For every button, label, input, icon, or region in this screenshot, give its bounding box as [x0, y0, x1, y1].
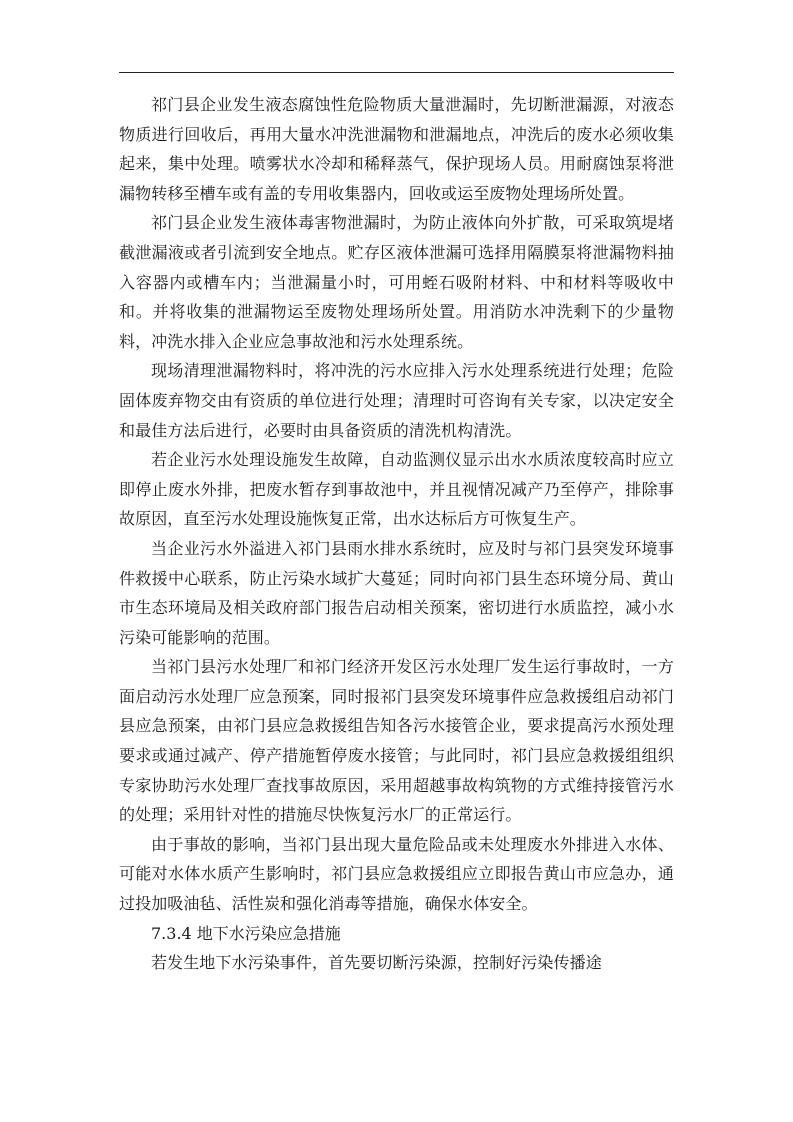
paragraph-corrosive-leak: 祁门县企业发生液态腐蚀性危险物质大量泄漏时，先切断泄漏源，对液态物质进行回收后，再用大量水冲洗泄漏物和泄漏地点，冲洗后的废水必须收集起来，集中处理。喷雾状水冷却和稀释蒸气，保护现场人员。用耐腐蚀泵将泄漏物转移至槽车或有盖的专用收集器内，回收或运至废物处理场所处置。 — [119, 95, 674, 203]
paragraph-sewage-overflow: 当企业污水外溢进入祁门县雨水排水系统时，应及时与祁门县突发环境事件救援中心联系，防止污染水域扩大蔓延；同时向祁门县生态环境分局、黄山市生态环境局及相关政府部门报告启动相关预案，密切进行水质监控，减小水污染可能影响的范围。 — [119, 538, 674, 647]
document-body — [119, 90, 674, 978]
paragraph-toxic-leak: 祁门县企业发生液体毒害物泄漏时，为防止液体向外扩散，可采取筑堤堵截泄漏液或者引流到安全地点。贮存区液体泄漏可选择用隔膜泵将泄漏物料抽入容器内或槽车内；当泄漏量小时，可用蛭石吸附材料、中和材料等吸收中和。并将收集的泄漏物运至废物处理场所处置。用消防水冲洗剩下的少量物料，冲洗水排入企业应急事故池和污水处理系统。 — [119, 213, 674, 351]
paragraph-groundwater: 若发生地下水污染事件，首先要切断污染源，控制好污染传播途 — [151, 953, 602, 973]
paragraph-water-body-protection: 由于事故的影响，当祁门县出现大量危险品或未处理废水外排进入水体、可能对水体水质产生影响时，祁门县应急救援组应立即报告黄山市应急办，通过投加吸油毡、活性炭和强化消毒等措施，确保水体安全。 — [119, 834, 674, 914]
paragraph-plant-accident: 当祁门县污水处理厂和祁门经济开发区污水处理厂发生运行事故时，一方面启动污水处理厂应急预案，同时报祁门县突发环境事件应急救援组启动祁门县应急预案，由祁门县应急救援组告知各污水接管企业，要求提高污水预处理要求或通过减产、停产措施暂停废水接管；与此同时，祁门县应急救援组组织专家协助污水处理厂查找事故原因，采用超越事故构筑物的方式维持接管污水的处理；采用针对性的措施尽快恢复污水厂的正常运行。 — [119, 657, 674, 825]
paragraph-treatment-failure: 若企业污水处理设施发生故障，自动监测仪显示出水水质浓度较高时应立即停止废水外排，把废水暂存到事故池中，并且视情况减产乃至停产，排除事故原因，直至污水处理设施恢复正常，出水达标后方可恢复生产。 — [119, 450, 674, 529]
paragraph-site-cleanup: 现场清理泄漏物料时，将冲洗的污水应排入污水处理系统进行处理；危险固体废弃物交由有资质的单位进行处理；清理时可咨询有关专家，以决定安全和最佳方法后进行，必要时由具备资质的清洗机构清洗。 — [119, 361, 674, 440]
section-heading: 7.3.4 地下水污染应急措施 — [151, 923, 341, 943]
header-rule — [119, 72, 674, 73]
